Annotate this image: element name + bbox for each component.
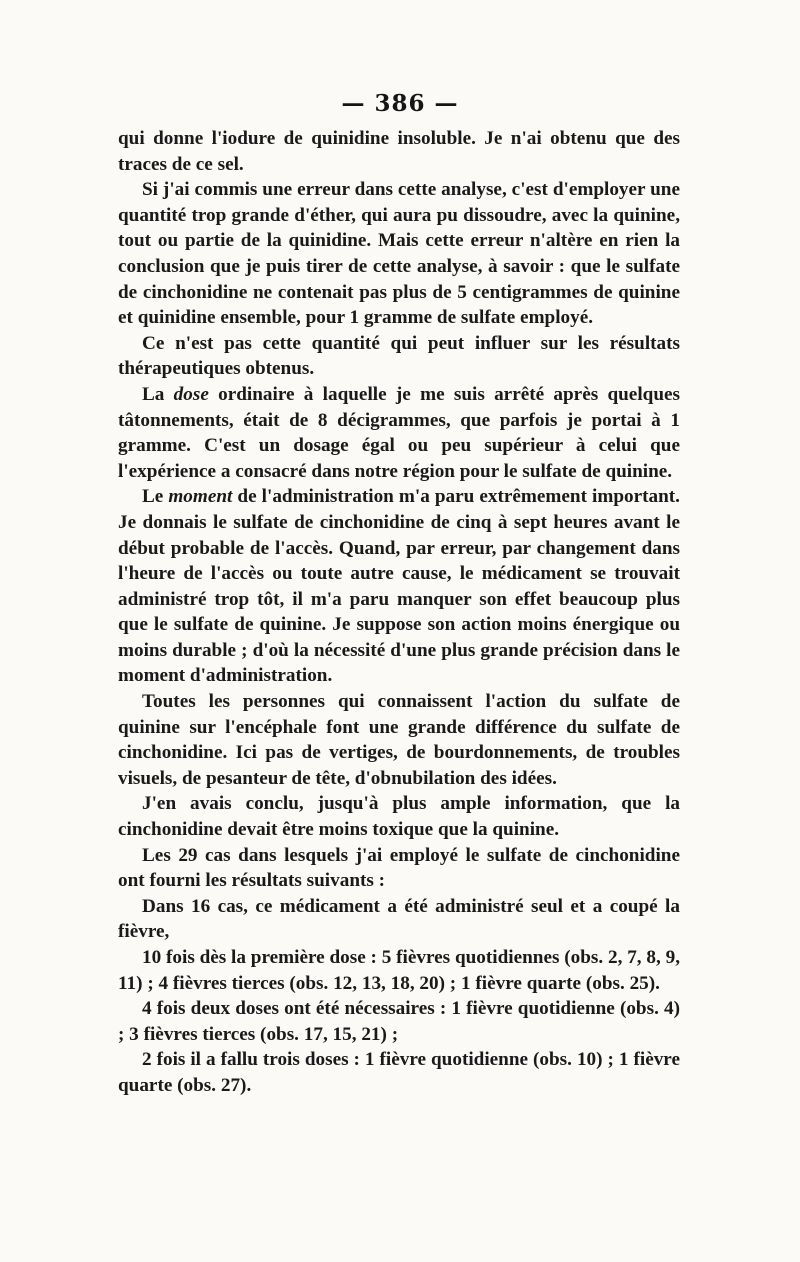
page-number: — 386 — [341,90,459,117]
emphasized-term: dose [173,383,209,405]
paragraph: Les 29 cas dans lesquels j'ai employé le sulfate de cinchonidine ont fourni les résultats suivants : [118,844,680,892]
paragraph: 10 fois dès la première dose : 5 fièvres quotidiennes (obs. 2, 7, 8, 9, 11) ; 4 fièvres tierces (obs. 12, 13, 18, 20) ; 1 fièvre quarte (obs. 25). [118,947,680,994]
paragraph: Toutes les personnes qui connaissent l'action du sulfate de quinine sur l'encéphale font une grande différence du sulfate de cinchonidine. Ici pas de vertiges, de bourdonnements, de troubles visuels, de pesanteur de tête, d'obnubilation des idées. [118,691,680,789]
paragraph: J'en avais conclu, jusqu'à plus ample information, que la cinchonidine devait être moins toxique que la quinine. [118,793,680,841]
paragraph-start: Le [142,486,169,508]
paragraph-rest: de l'administration m'a paru extrêmement important. Je donnais le sulfate de cinchonidine de cinq à sept heures avant le début probable de l'accès. Quand, par erreur, par changement dans l'heure de l'accès ou toute autre cause, le médicament se trouvait administré trop tôt, il m'a paru manquer son effet beaucoup plus que le sulfate de quinine. Je suppose son action moins énergique ou moins durable ; d'où la nécessité d'une plus grande précision dans le moment d'administration. [118,486,680,687]
paragraph: 2 fois il a fallu trois doses : 1 fièvre quotidienne (obs. 10) ; 1 fièvre quarte (obs. 27). [118,1049,680,1096]
paragraph [118,484,680,689]
paragraph-start: La [142,383,174,405]
emphasized-term: moment [168,486,233,508]
paragraph: Si j'ai commis une erreur dans cette analyse, c'est d'employer une quantité trop grande d'éther, qui aura pu dissoudre, avec la quinine, tout ou partie de la quinidine. Mais cette erreur n'altère en rien la conclusion que je puis tirer de cette analyse, à savoir : que le sulfate de cinchonidine ne contenait pas plus de 5 centigrammes de quinine et quinidine ensemble, pour 1 gramme de sulfate employé. [118,179,680,329]
paragraph: qui donne l'iodure de quinidine insoluble. Je n'ai obtenu que des traces de ce sel. [118,128,680,175]
paragraph-rest: ordinaire à laquelle je me suis arrêté après quelques tâtonnements, était de 8 décigrammes, que parfois je portai à 1 gramme. C'est un dosage égal ou peu supérieur à celui que l'expérience a consacré dans notre région pour le sulfate de quinine. [118,383,680,482]
body-text [118,126,680,1099]
paragraph: Dans 16 cas, ce médicament a été administré seul et a coupé la fièvre, [118,895,680,943]
paragraph: Ce n'est pas cette quantité qui peut influer sur les résultats thérapeutiques obtenus. [118,332,680,380]
paragraph [118,382,680,484]
paragraph: 4 fois deux doses ont été nécessaires : 1 fièvre quotidienne (obs. 4) ; 3 fièvres tierces (obs. 17, 15, 21) ; [118,998,680,1045]
